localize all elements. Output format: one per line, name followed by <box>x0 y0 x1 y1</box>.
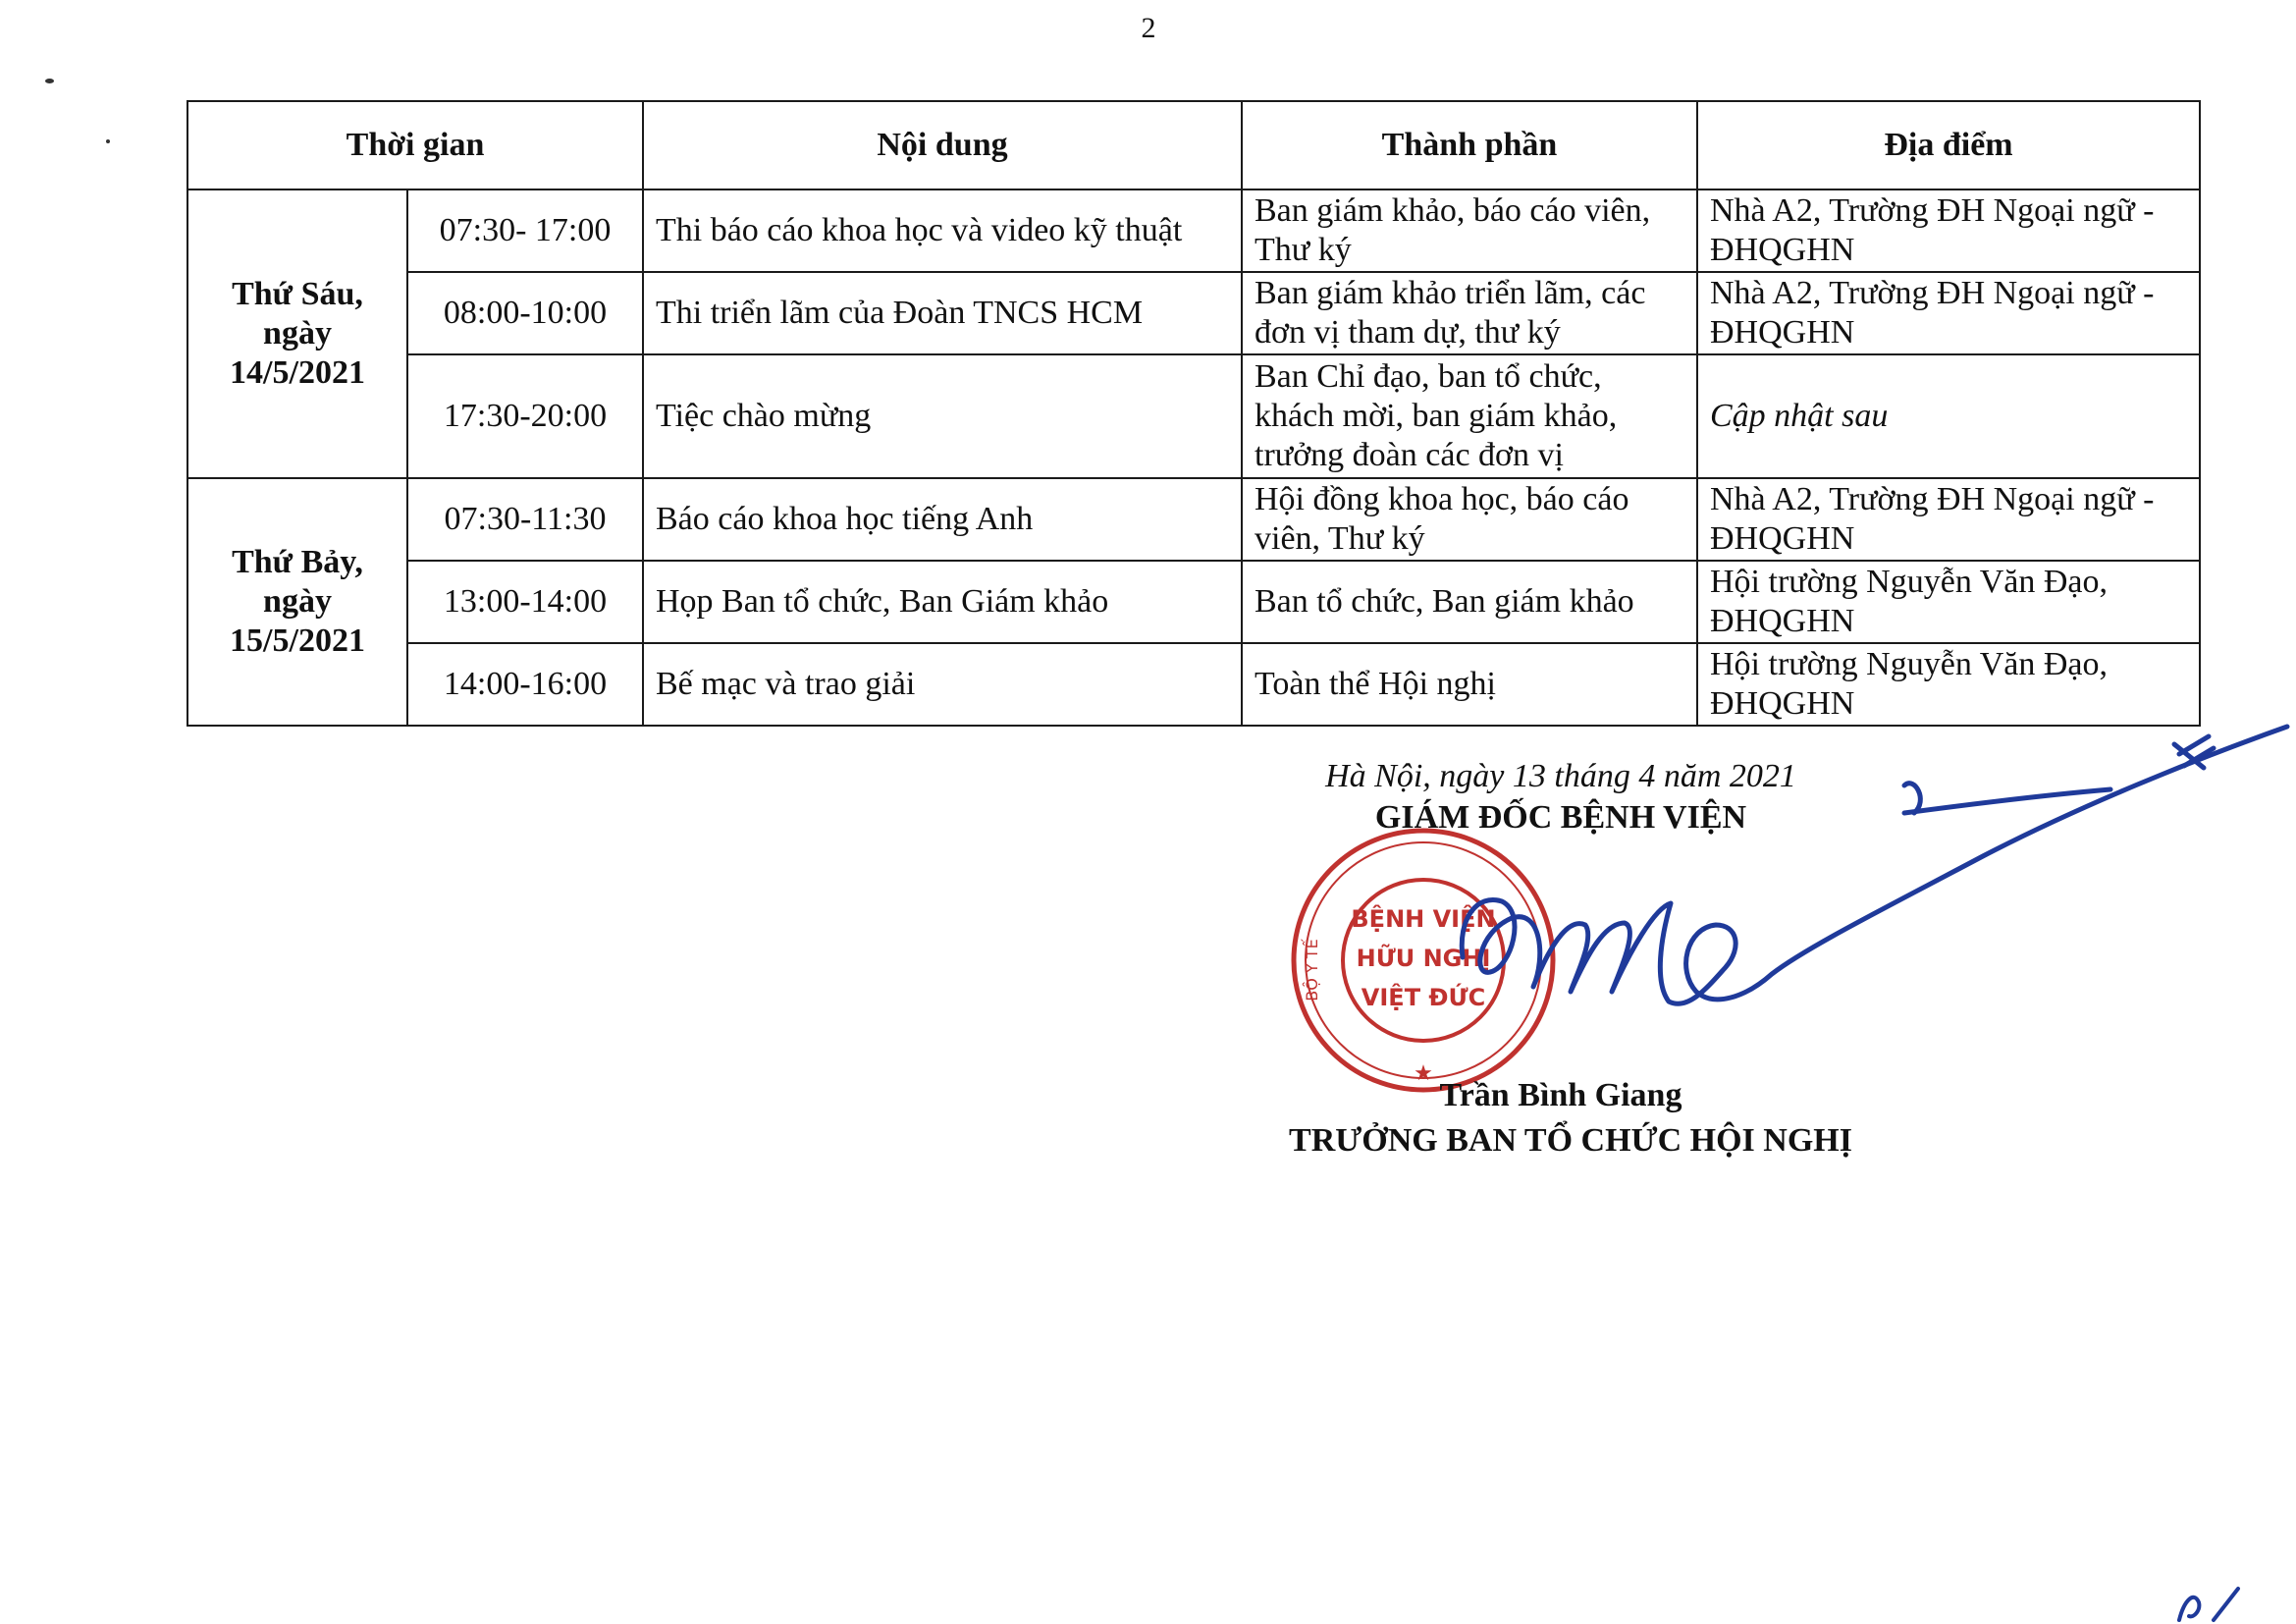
handwritten-mark <box>2160 1581 2258 1624</box>
table-row <box>187 354 2200 478</box>
content-cell: Họp Ban tổ chức, Ban Giám khảo <box>643 561 1242 643</box>
signing-date: Hà Nội, ngày 13 tháng 4 năm 2021 <box>1325 758 1796 794</box>
content-cell: Tiệc chào mừng <box>643 354 1242 478</box>
location-cell: Nhà A2, Trường ĐH Ngoại ngữ - ĐHQGHN <box>1697 189 2200 272</box>
page-number: 2 <box>1141 12 1156 44</box>
content-cell: Bế mạc và trao giải <box>643 643 1242 726</box>
time-cell: 07:30-11:30 <box>407 478 643 561</box>
participants-cell: Toàn thể Hội nghị <box>1242 643 1697 726</box>
table-row <box>187 478 2200 561</box>
seal-side-text: BỘ Y TẾ <box>1303 939 1321 1001</box>
header-time: Thời gian <box>187 101 643 189</box>
participants-cell: Ban tổ chức, Ban giám khảo <box>1242 561 1697 643</box>
day-cell-saturday <box>187 478 407 726</box>
table-row <box>187 272 2200 354</box>
participants-cell: Hội đồng khoa học, báo cáo viên, Thư ký <box>1242 478 1697 561</box>
content-cell: Báo cáo khoa học tiếng Anh <box>643 478 1242 561</box>
table-row <box>187 189 2200 272</box>
scan-speck <box>45 79 54 83</box>
day-label: Thứ Sáu, <box>232 276 363 312</box>
location-cell: Nhà A2, Trường ĐH Ngoại ngữ - ĐHQGHN <box>1697 272 2200 354</box>
participants-cell: Ban Chỉ đạo, ban tổ chức, khách mời, ban giám khảo, trưởng đoàn các đơn vị <box>1242 354 1697 478</box>
day-label: ngày <box>263 583 332 620</box>
table-row <box>187 561 2200 643</box>
header-content: Nội dung <box>643 101 1242 189</box>
time-cell: 17:30-20:00 <box>407 354 643 478</box>
seal-line2: HỮU NGHỊ <box>1356 945 1491 972</box>
time-cell: 14:00-16:00 <box>407 643 643 726</box>
signer-name: Trần Bình Giang <box>1439 1077 1682 1113</box>
day-label: Thứ Bảy, <box>232 544 363 580</box>
day-date: 14/5/2021 <box>230 354 365 391</box>
scan-speck <box>106 139 110 143</box>
table-header-row <box>187 101 2200 189</box>
day-date: 15/5/2021 <box>230 623 365 659</box>
location-cell: Hội trường Nguyễn Văn Đạo, ĐHQGHN <box>1697 561 2200 643</box>
participants-cell: Ban giám khảo triển lãm, các đơn vị tham dự, thư ký <box>1242 272 1697 354</box>
time-cell: 07:30- 17:00 <box>407 189 643 272</box>
day-cell-friday <box>187 189 407 478</box>
content-cell: Thi triển lãm của Đoàn TNCS HCM <box>643 272 1242 354</box>
location-cell: Nhà A2, Trường ĐH Ngoại ngữ - ĐHQGHN <box>1697 478 2200 561</box>
location-cell: Hội trường Nguyễn Văn Đạo, ĐHQGHN <box>1697 643 2200 726</box>
schedule-table <box>187 100 2201 727</box>
location-cell: Cập nhật sau <box>1697 354 2200 478</box>
time-cell: 13:00-14:00 <box>407 561 643 643</box>
signer-title: GIÁM ĐỐC BỆNH VIỆN <box>1374 799 1747 836</box>
signer-role: TRƯỞNG BAN TỔ CHỨC HỘI NGHỊ <box>1289 1122 1852 1159</box>
handwritten-signature <box>1276 707 2296 1060</box>
seal-star-icon: ★ <box>1414 1061 1433 1086</box>
time-cell: 08:00-10:00 <box>407 272 643 354</box>
header-location: Địa điểm <box>1697 101 2200 189</box>
day-label: ngày <box>263 315 332 352</box>
content-cell: Thi báo cáo khoa học và video kỹ thuật <box>643 189 1242 272</box>
header-participants: Thành phần <box>1242 101 1697 189</box>
seal-line1: BỆNH VIỆN <box>1351 905 1496 933</box>
participants-cell: Ban giám khảo, báo cáo viên, Thư ký <box>1242 189 1697 272</box>
seal-line3: VIỆT ĐỨC <box>1361 984 1486 1011</box>
